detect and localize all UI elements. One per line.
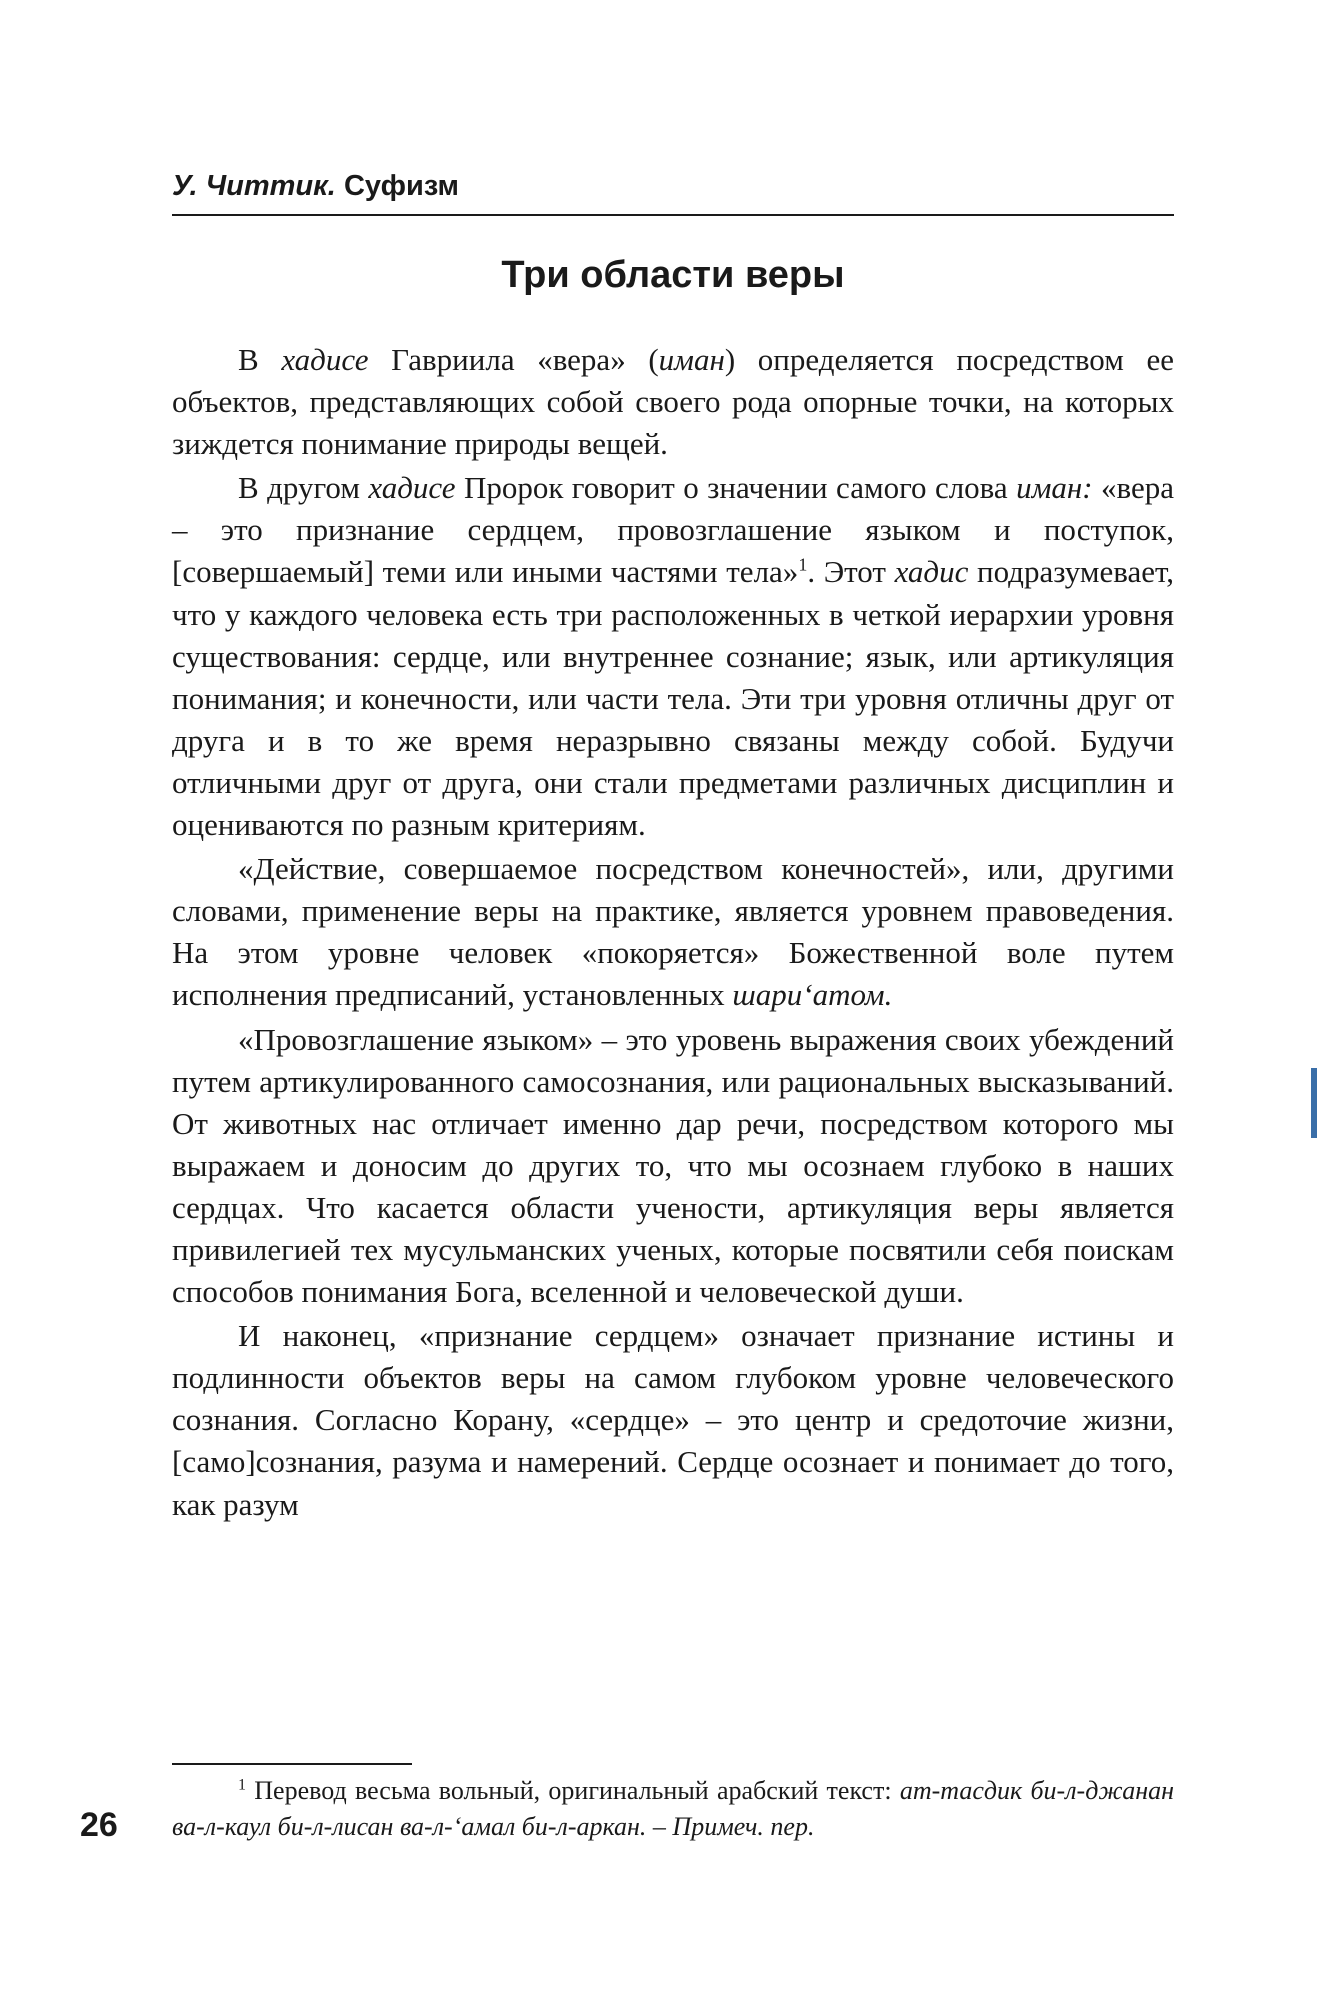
- header-author: У. Читтик.: [172, 170, 336, 202]
- footnote-rule: [172, 1763, 412, 1765]
- footnote-reference[interactable]: 1: [798, 555, 808, 576]
- body-text: [172, 339, 1174, 1526]
- header-rule: [172, 214, 1174, 216]
- header-book-title: Суфизм: [343, 170, 459, 202]
- paragraph-1: В хадисе Гавриила «вера» (иман) определяется посредством ее объектов, представляющих собой своего рода опорные точки, на которых зиждется понимание природы вещей.: [172, 342, 1174, 462]
- paragraph-5: И наконец, «признание сердцем» означает признание истины и подлинности объектов веры на самом глубоком уровне человеческого сознания. Согласно Корану, «сердце» – это центр и средоточие жизни, [само]сознания, разума и намерений. Сердце осознает и понимает до того, как разум: [172, 1318, 1174, 1522]
- running-header: [172, 168, 1174, 204]
- paragraph-4: «Провозглашение языком» – это уровень выражения своих убеждений путем артикулированного самосознания, или рациональных высказываний. От животных нас отличает именно дар речи, посредством которого мы выражаем и доносим до других то, что мы осознаем глубоко в наших сердцах. Что касается области учености, артикуляция веры является привилегией тех мусульманских ученых, которые посвятили себя поискам способов понимания Бога, вселенной и человеческой души.: [172, 1021, 1174, 1310]
- edge-marker: [1311, 1068, 1317, 1138]
- section-title: Три области веры: [501, 254, 845, 296]
- footnote-mark: 1: [238, 1776, 246, 1794]
- paragraph-3: «Действие, совершаемое посредством конечностей», или, другими словами, применение веры на практике, является уровнем правоведения. На этом уровне человек «покоряется» Божественной воле путем исполнения предписаний, установленных шари‘атом.: [172, 851, 1174, 1013]
- footnote: $^1$ Перевод весьма вольный, оригинальный арабский текст: ат-тасдик би-л-джанан ва-л-каул би-л-лисан ва-л-‘амал би-л-аркан. – Примеч. пер.: [172, 1776, 1174, 1841]
- page-number: 26: [80, 1806, 118, 1844]
- paragraph-2: В другом хадисе Пророк говорит о значении самого слова иман: «вера – это признание сердцем, провозглашение языком и поступок, [совершаемый] теми или иными частями тела»$^1$. Этот хадис подразумевает, что у каждого человека есть три расположенных в четкой иерархии уровня существования: сердце, или внутреннее сознание; язык, или артикуляция понимания; и конечности, или части тела. Эти три уровня отличны друг от друга и в то же время неразрывно связаны между собой. Будучи отличными друг от друга, они стали предметами различных дисциплин и оцениваются по разным критериям.: [172, 470, 1174, 843]
